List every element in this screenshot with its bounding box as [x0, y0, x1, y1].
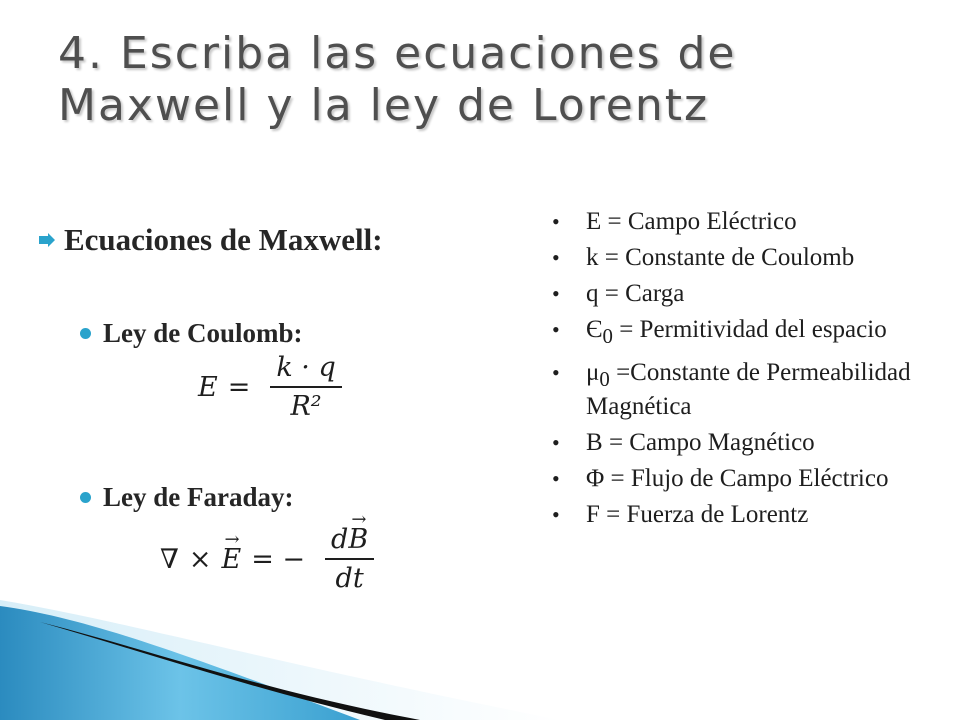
faraday-cross: × [188, 543, 212, 575]
coulomb-denominator: R² [290, 391, 322, 422]
definition-item [548, 208, 948, 235]
faraday-nabla: ∇ [160, 543, 179, 575]
definition-symbol: E [586, 208, 602, 235]
coulomb-lhs: E [198, 371, 218, 403]
definition-item [548, 465, 948, 492]
dot-bullet-icon [80, 328, 91, 339]
definition-item [548, 316, 948, 350]
definition-item [548, 359, 948, 420]
definition-subscript: 0 [599, 367, 610, 391]
definition-symbol: B [586, 429, 603, 456]
faraday-field-b: → B [348, 524, 368, 555]
slide-title: 4. Escriba las ecuaciones de Maxwell y la ley de Lorentz [58, 28, 737, 131]
definition-text: =Constante de Permeabilidad Magnética [586, 359, 911, 420]
definition-symbol: μ [586, 359, 600, 386]
coulomb-fraction [270, 352, 341, 422]
definition-text: = Flujo de Campo Eléctrico [604, 465, 889, 492]
section-heading [38, 222, 383, 258]
section-heading-text: Ecuaciones de Maxwell: [64, 222, 383, 257]
definition-item [548, 244, 948, 271]
coulomb-law-label [80, 318, 303, 349]
coulomb-equals: = [227, 371, 251, 403]
coulomb-law-text: Ley de Coulomb: [103, 318, 303, 348]
coulomb-formula [198, 352, 342, 422]
definitions-list [548, 208, 948, 537]
coulomb-numerator: k · q [270, 352, 341, 388]
definition-text: = Fuerza de Lorentz [599, 501, 809, 528]
faraday-fraction [325, 524, 374, 594]
arrow-bullet-icon [38, 233, 56, 247]
definition-symbol: Φ [586, 465, 605, 492]
definition-symbol: F [586, 501, 600, 528]
faraday-numerator-d: d [331, 524, 349, 555]
definition-text: = Campo Eléctrico [601, 208, 797, 235]
faraday-law-text: Ley de Faraday: [103, 482, 294, 512]
definition-text: = Permitividad del espacio [612, 316, 887, 343]
definition-text: = Constante de Coulomb [598, 244, 855, 271]
definition-symbol: Є [586, 316, 603, 343]
dot-bullet-icon [80, 492, 91, 503]
definition-subscript: 0 [602, 324, 613, 348]
faraday-law-label [80, 482, 293, 513]
definition-item [548, 429, 948, 456]
definition-text: = Campo Magnético [602, 429, 815, 456]
faraday-denominator: dt [335, 563, 364, 594]
faraday-formula [160, 524, 374, 594]
definition-symbol: q [586, 280, 599, 307]
definition-symbol: k [586, 244, 599, 271]
faraday-numerator [325, 524, 374, 560]
faraday-equals: = − [251, 543, 306, 575]
definition-item [548, 280, 948, 307]
faraday-field-e: → E [221, 544, 241, 575]
definition-item [548, 501, 948, 528]
definition-text: = Carga [598, 280, 685, 307]
